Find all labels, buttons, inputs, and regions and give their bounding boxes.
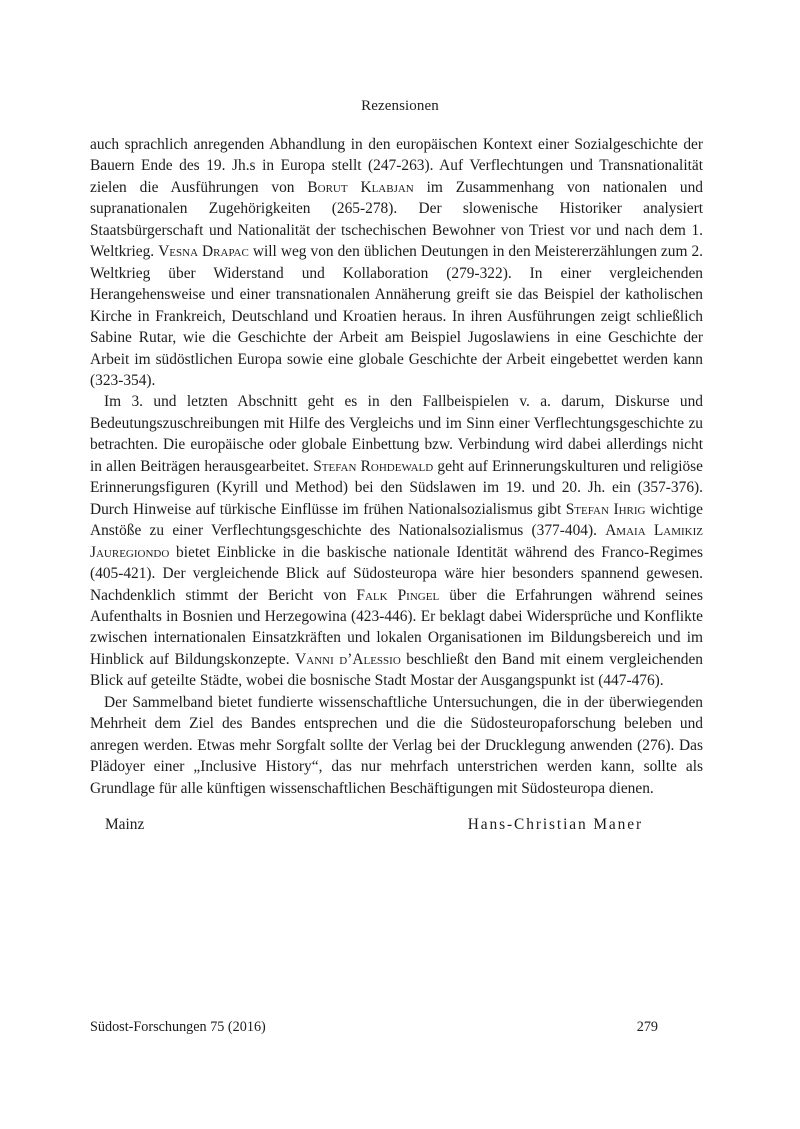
text-run: will weg von den üblichen Deutungen in den Meistererzählungen zum 2. Weltkrieg über Widerstand und Kollaboration (279-322). In einer vergleichenden Herangehensweise und einer transnationalen Annäherung greift sie das Beispiel der katholischen Kirche in Frankreich, Deutschland und Kroatien heraus. In ihren Ausführungen zeigt schließlich Sabine Rutar, wie die Geschichte der Arbeit am Beispiel Jugoslawiens in eine Geschichte der Arbeit im südöstlichen Europa sowie eine globale Geschichte der Arbeit eingebettet werden kann (323-354). (90, 243, 703, 389)
running-title: Rezensionen (361, 98, 439, 114)
text-run: Im 3. und letzten Abschnitt geht es in den Fallbeispielen v. a. darum, Diskurse und Bedeutungszuschreibungen mit Hilfe des Vergleichs und im Sinn einer Verflechtungsgeschichte zu betrachten. Die europäische oder globale Einbettung bzw. Verbindung wird dabei allerdings nicht in allen Beiträgen herausgearbeitet. (90, 393, 703, 475)
paragraph-2 (90, 391, 703, 691)
review-body (90, 134, 703, 799)
text-run: geht auf Erinnerungskulturen und religiöse Erinnerungsfiguren (Kyrill und Method) bei den Südslawen im 19. und 20. Jh. ein (357-376). Durch Hinweise auf türkische Einflüsse im frühen Nationalsozialismus gibt (90, 457, 703, 518)
author-name-lamikiz: Amaia Lamikiz Jauregiondo (90, 522, 703, 561)
text-run: über die Erfahrungen während seines Aufenthalts in Bosnien und Herzegowina (423-446). Er beklagt dabei Widersprüche und Konflikte zwischen internationalen Einsatzkräften und lokalen Organisationen im Bildungsbereich und im Hinblick auf Bildungskonzepte. (90, 586, 703, 668)
author-name-ihrig: Stefan Ihrig (565, 500, 646, 518)
reviewer-name: Hans-Christian Maner (467, 816, 643, 833)
author-name-pingel: Falk Pingel (356, 586, 440, 604)
signoff-place: Mainz (105, 816, 145, 833)
text-run: im Zusammenhang von nationalen und supranationalen Zugehörigkeiten (265-278). Der slowenische Historiker analysiert Staatsbürgerschaft und Nationalität der tschechischen Bewohner von Triest vor und nach dem 1. Weltkrieg. (90, 178, 703, 261)
text-run: Der Sammelband bietet fundierte wissenschaftliche Untersuchungen, die in der überwiegenden Mehrheit dem Ziel des Bandes entsprechen und die die Südosteuropaforschung beleben und anregen werden. Etwas mehr Sorgfalt sollte der Verlag bei der Drucklegung anwenden (276). Das Plädoyer einer „Inclusive History“, das nur mehrfach unterstrichen werden kann, sollte als Grundlage für alle künftigen wissenschaftlichen Beschäftigungen mit Südosteuropa dienen. (90, 693, 703, 797)
paragraph-3 (90, 692, 703, 799)
author-name-alessio: Vanni d’Alessio (295, 650, 401, 668)
journal-citation: Südost-Forschungen 75 (2016) (90, 1019, 266, 1035)
text-run: wichtige Anstöße zu einer Verflechtungsgeschichte des Nationalsozialismus (377-404). (90, 500, 703, 540)
author-name-klabjan: Borut Klabjan (307, 178, 414, 196)
page-number: 279 (636, 1019, 658, 1035)
text-run: beschließt den Band mit einem vergleichenden Blick auf geteilte Städte, wobei die bosnische Stadt Mostar der Ausgangspunkt ist (447-476). (90, 650, 704, 690)
text-run: bietet Einblicke in die baskische nationale Identität während des Franco-Regimes (405-421). Der vergleichende Blick auf Südosteuropa wäre hier besonders spannend gewesen. Nachdenklich stimmt der Bericht von (90, 543, 703, 604)
paragraph-1 (90, 134, 703, 391)
author-name-rohdewald: Stefan Rohdewald (313, 457, 434, 475)
author-name-drapac: Vesna Drapac (158, 243, 249, 261)
text-run: auch sprachlich anregenden Abhandlung in den europäischen Kontext einer Sozialgeschichte der Bauern Ende des 19. Jh.s in Europa stellt (247-263). Auf Verflechtungen und Transnationalität zielen die Ausführungen von (90, 136, 703, 196)
